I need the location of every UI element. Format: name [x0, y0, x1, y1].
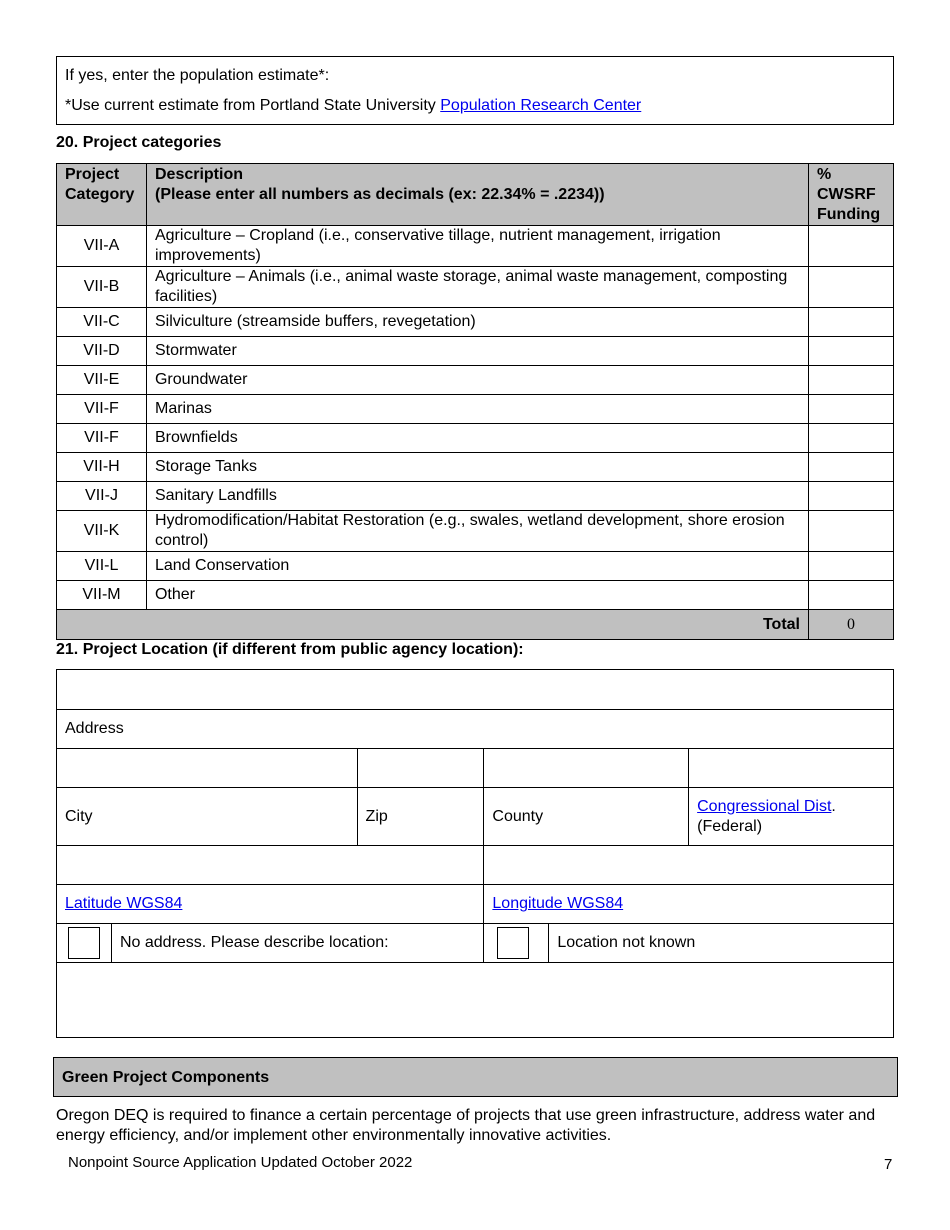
category-description: Hydromodification/Habitat Restoration (e.g., swales, wetland development, shore erosion control) [146, 511, 808, 552]
latitude-link[interactable]: Latitude WGS84 [65, 895, 183, 912]
category-description: Stormwater [146, 337, 808, 366]
category-code: VII-M [57, 581, 147, 610]
population-research-center-link[interactable]: Population Research Center [440, 97, 642, 114]
table-row [57, 395, 894, 424]
zip-input[interactable] [357, 749, 484, 788]
funding-input[interactable] [809, 453, 894, 482]
table-row [57, 267, 894, 308]
green-components-header: Green Project Components [53, 1057, 898, 1097]
table-row [57, 226, 894, 267]
funding-input[interactable] [809, 482, 894, 511]
no-address-checkbox[interactable] [68, 927, 100, 959]
funding-input[interactable] [809, 395, 894, 424]
col-header-funding [809, 164, 894, 226]
county-input[interactable] [484, 749, 689, 788]
zip-label: Zip [357, 788, 484, 846]
category-code: VII-F [57, 424, 147, 453]
category-code: VII-C [57, 308, 147, 337]
col-header-funding-line1: % [817, 166, 832, 183]
no-address-checkbox-cell [57, 924, 112, 963]
table-row [57, 552, 894, 581]
col-header-description-line1: Description [154, 166, 243, 183]
section-20-heading: 20. Project categories [56, 134, 222, 151]
not-known-checkbox-cell [484, 924, 549, 963]
category-code: VII-E [57, 366, 147, 395]
funding-input[interactable] [809, 226, 894, 267]
latitude-label [57, 885, 484, 924]
congressional-district-suffix: . [831, 797, 836, 815]
population-prompt: If yes, enter the population estimate*: [65, 67, 330, 84]
funding-input[interactable] [809, 511, 894, 552]
congressional-district-note: (Federal) [697, 817, 763, 835]
population-box [56, 56, 894, 125]
category-description: Marinas [146, 395, 808, 424]
location-not-known-label: Location not known [549, 924, 894, 963]
total-value: 0 [809, 610, 894, 640]
category-description: Land Conservation [146, 552, 808, 581]
funding-input[interactable] [809, 308, 894, 337]
project-location-table [56, 669, 894, 1038]
category-description: Other [146, 581, 808, 610]
table-row [57, 366, 894, 395]
category-code: VII-D [57, 337, 147, 366]
category-code: VII-B [57, 267, 147, 308]
category-code: VII-A [57, 226, 147, 267]
category-code: VII-H [57, 453, 147, 482]
location-not-known-checkbox[interactable] [497, 927, 529, 959]
page-number: 7 [884, 1156, 893, 1173]
total-row [57, 610, 894, 640]
funding-input[interactable] [809, 424, 894, 453]
category-code: VII-L [57, 552, 147, 581]
longitude-link[interactable]: Longitude WGS84 [492, 895, 624, 912]
footer-text: Nonpoint Source Application Updated October 2022 [68, 1154, 413, 1171]
congressional-district-input[interactable] [689, 749, 894, 788]
population-note [65, 97, 641, 115]
table-row [57, 308, 894, 337]
category-description: Storage Tanks [146, 453, 808, 482]
table-row [57, 511, 894, 552]
category-description: Groundwater [146, 366, 808, 395]
longitude-input[interactable] [484, 846, 894, 885]
table-row [57, 337, 894, 366]
no-address-label: No address. Please describe location: [111, 924, 483, 963]
location-description-input[interactable] [57, 963, 894, 1038]
congressional-district-link[interactable]: Congressional Dist [697, 797, 832, 815]
county-label: County [484, 788, 689, 846]
city-input[interactable] [57, 749, 358, 788]
table-row [57, 482, 894, 511]
col-header-category [57, 164, 147, 226]
table-row [57, 453, 894, 482]
col-header-category-line2: Category [65, 186, 135, 203]
category-code: VII-J [57, 482, 147, 511]
longitude-label [484, 885, 894, 924]
category-code: VII-K [57, 511, 147, 552]
section-21-heading: 21. Project Location (if different from public agency location): [56, 641, 524, 658]
category-description: Agriculture – Animals (i.e., animal waste storage, animal waste management, composting facilities) [146, 267, 808, 308]
category-code: VII-F [57, 395, 147, 424]
congressional-district-label [689, 788, 894, 846]
col-header-description-line2: (Please enter all numbers as decimals (ex: 22.34% = .2234)) [154, 186, 605, 203]
category-description: Brownfields [146, 424, 808, 453]
category-description: Sanitary Landfills [146, 482, 808, 511]
funding-input[interactable] [809, 366, 894, 395]
col-header-description [146, 164, 808, 226]
funding-input[interactable] [809, 581, 894, 610]
total-label: Total [57, 610, 809, 640]
category-description: Silviculture (streamside buffers, revegetation) [146, 308, 808, 337]
col-header-funding-line2: CWSRF [817, 186, 876, 203]
project-categories-table [56, 163, 894, 640]
address-label: Address [57, 710, 894, 749]
col-header-category-line1: Project [65, 166, 120, 183]
latitude-input[interactable] [57, 846, 484, 885]
funding-input[interactable] [809, 552, 894, 581]
city-label: City [57, 788, 358, 846]
category-description: Agriculture – Cropland (i.e., conservative tillage, nutrient management, irrigation improvements) [146, 226, 808, 267]
col-header-funding-line3: Funding [817, 206, 881, 223]
address-input[interactable] [57, 670, 894, 710]
funding-input[interactable] [809, 267, 894, 308]
green-components-description: Oregon DEQ is required to finance a certain percentage of projects that use green infrastructure, address water and energy efficiency, and/or implement other environmentally innovative activities. [56, 1107, 876, 1144]
population-note-text: *Use current estimate from Portland State University [65, 97, 441, 114]
funding-input[interactable] [809, 337, 894, 366]
table-row [57, 424, 894, 453]
table-row [57, 581, 894, 610]
